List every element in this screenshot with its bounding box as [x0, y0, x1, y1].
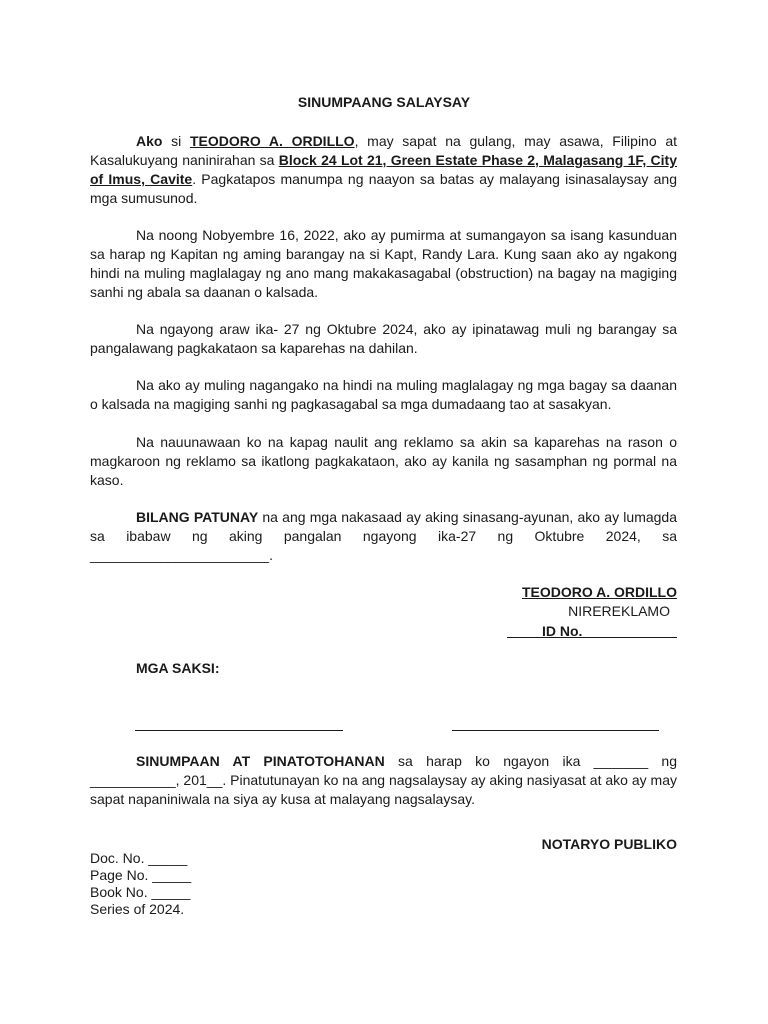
paragraph-text: Na nauunawaan ko na kapag naulit ang reklamo sa akin sa kaparehas na rason o magkaroon ng reklamo sa ikatlong pagkakataon, ako ay kanila ng sasamphan ng pormal na kaso. [90, 434, 677, 488]
paragraph-text: Na noong Nobyembre 16, 2022, ako ay pumirma at sumangayon sa isang kasunduan sa harap ng Kapitan ng aming barangay na si Kapt, Randy Lara. Kung saan ako ay ngakong hindi na muling maglalagay ng ano mang makakasagabal (obstruction) na bagay na magiging sanhi ng abala sa daanan o kalsada. [90, 227, 677, 300]
notary-label: NOTARYO PUBLIKO [541, 836, 677, 852]
paragraph-text: na ang mga nakasaad ay aking sinasang-ayunan, ako ay lumagda sa ibabaw ng aking pangalan ngayong ika-27 ng Oktubre 2024, sa _______________________. [90, 509, 678, 563]
paragraph-text: Na ako ay muling nagangako na hindi na muling maglalagay ng mga bagay sa daanan o kalsada na magiging sanhi ng pagkasagabal sa mga dumadaang tao at sasakyan. [90, 377, 677, 412]
paragraph-agreement [90, 226, 677, 302]
id-label: ID No. [542, 623, 583, 639]
text-fragment: si [162, 133, 190, 149]
paragraph-text: sa harap ko ngayon ika _______ ng ___________, 201__. Pinatutunayan ko na ang nagsalaysay ay aking nasiyasat at ako ay may sapat napaniniwala na siya ay kusa at malayang nagsalaysay. [90, 753, 677, 807]
page-number: Page No. _____ [90, 867, 192, 883]
paragraph-jurat [90, 752, 677, 809]
paragraph-affiant-intro [90, 132, 677, 208]
signatory-role: NIREREKLAMO [568, 603, 670, 619]
witness-signature-line-2 [452, 730, 659, 731]
series-year: Series of 2024. [90, 901, 185, 917]
book-number: Book No. _____ [90, 884, 191, 900]
witnesses-label: MGA SAKSI: [136, 660, 220, 676]
paragraph-text: Na ngayong araw ika- 27 ng Oktubre 2024, ako ay ipinatawag muli ng barangay sa pangalawang pagkakataon sa kaparehas na dahilan. [90, 321, 677, 356]
paragraph-attestation [90, 508, 677, 565]
notarial-register [90, 850, 191, 918]
signatory-name: TEODORO A. ORDILLO [521, 584, 677, 600]
doc-number: Doc. No. _____ [90, 850, 188, 866]
lead-word: Ako [136, 133, 163, 149]
paragraph-promise [90, 376, 677, 414]
paragraph-warning [90, 433, 677, 490]
paragraph-summons [90, 320, 677, 358]
witness-signature-line-1 [135, 730, 343, 731]
jurat-lead: SINUMPAAN AT PINATOTOHANAN [136, 753, 385, 769]
signatory-id-line [507, 622, 677, 638]
text-fragment: , may sapat na gulang, may asawa, Filipino at Kasalukuyang naninirahan sa [90, 133, 677, 168]
text-fragment: . Pagkatapos manumpa ng naayon sa batas ay malayang isinasalaysay ang mga sumusunod. [90, 171, 677, 206]
affiant-name: TEODORO A. ORDILLO [189, 133, 355, 149]
attestation-lead: BILANG PATUNAY [136, 509, 259, 525]
affiant-address: Block 24 Lot 21, Green Estate Phase 2, Malagasang 1F, City of Imus, Cavite [90, 152, 677, 187]
document-title: SINUMPAANG SALAYSAY [297, 94, 471, 110]
